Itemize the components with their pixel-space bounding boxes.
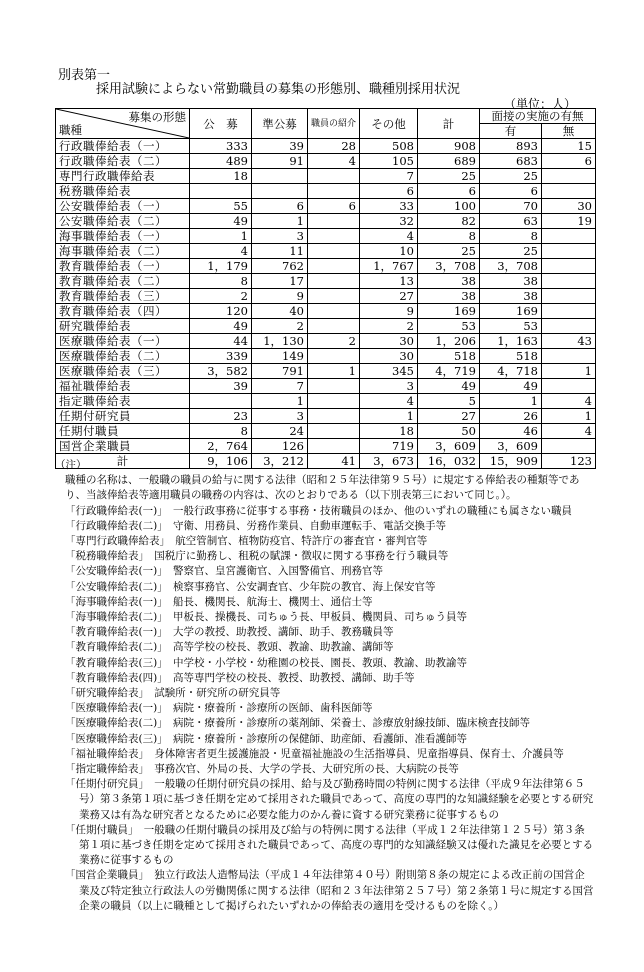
row-value: 149: [252, 349, 308, 364]
table-row: [56, 319, 596, 334]
note-item: 「行政職俸給表(二)」 守衛、用務員、労務作業員、自動車運転手、電話交換手等: [65, 519, 446, 532]
note-item: 「医療職俸給表(二)」 病院・療養所・診療所の薬剤師、栄養士、診療放射線技師、臨床検査技師等: [65, 717, 530, 730]
row-value: 1，163: [480, 334, 542, 349]
row-value: 3: [360, 379, 418, 394]
header-other: その他: [360, 109, 418, 139]
notes-heading: （注）: [55, 459, 87, 471]
notes-intro: 職種の名称は、一般職の職員の給与に関する法律（昭和２５年法律第９５号）に規定する俸給表の種類等であり、当該俸給表等適用職員の職務の内容は、次のとおりである（以下別表第三において同じ。）。: [65, 474, 580, 502]
row-value: 689: [418, 154, 480, 169]
row-category: 行政職俸給表（二）: [56, 154, 190, 169]
row-value: [308, 319, 360, 334]
row-value: 63: [480, 214, 542, 229]
row-value: 2: [360, 319, 418, 334]
row-value: 2: [252, 319, 308, 334]
row-value: [308, 394, 360, 409]
total-value: 15，909: [480, 454, 542, 469]
row-value: 82: [418, 214, 480, 229]
table-row: [56, 274, 596, 289]
row-value: 49: [190, 319, 252, 334]
row-value: [542, 319, 596, 334]
row-value: 4: [360, 229, 418, 244]
row-value: 3，609: [418, 439, 480, 454]
note-item: 「医療職俸給表(一)」 病院・療養所・診療所の医師、歯科医師等: [65, 702, 373, 715]
row-value: 1: [190, 229, 252, 244]
row-value: 8: [418, 229, 480, 244]
row-category: 公安職俸給表（二）: [56, 214, 190, 229]
row-value: 19: [542, 214, 596, 229]
row-category: 指定職俸給表: [56, 394, 190, 409]
row-value: 4: [542, 424, 596, 439]
row-value: 3，708: [480, 259, 542, 274]
row-value: 23: [190, 409, 252, 424]
row-category: 教育職俸給表（二）: [56, 274, 190, 289]
row-value: 55: [190, 199, 252, 214]
row-value: 70: [480, 199, 542, 214]
row-value: 3，609: [480, 439, 542, 454]
row-category: 医療職俸給表（二）: [56, 349, 190, 364]
table-row: [56, 439, 596, 454]
row-value: [308, 379, 360, 394]
row-value: 2: [308, 334, 360, 349]
row-value: [308, 229, 360, 244]
total-value: 16，032: [418, 454, 480, 469]
note-item: 「専門行政職俸給表」 航空管制官、植物防疫官、特許庁の審査官・審判官等: [65, 535, 428, 548]
row-value: 1，130: [252, 334, 308, 349]
row-value: 9: [252, 289, 308, 304]
row-value: 489: [190, 154, 252, 169]
table-row: [56, 349, 596, 364]
row-value: [308, 424, 360, 439]
row-value: [542, 304, 596, 319]
row-value: 2，764: [190, 439, 252, 454]
row-value: 345: [360, 364, 418, 379]
row-value: 1，179: [190, 259, 252, 274]
row-value: [542, 259, 596, 274]
row-value: [308, 409, 360, 424]
row-value: 43: [542, 334, 596, 349]
row-value: 8: [190, 274, 252, 289]
row-value: 1: [542, 364, 596, 379]
table-row: [56, 379, 596, 394]
row-category: 教育職俸給表（四）: [56, 304, 190, 319]
row-value: 4: [190, 244, 252, 259]
row-value: [308, 304, 360, 319]
row-value: [308, 289, 360, 304]
row-value: 1，767: [360, 259, 418, 274]
row-value: 169: [480, 304, 542, 319]
row-value: [308, 169, 360, 184]
row-value: 53: [480, 319, 542, 334]
row-value: 49: [418, 379, 480, 394]
row-value: 32: [360, 214, 418, 229]
row-value: 11: [252, 244, 308, 259]
note-item: 「任期付研究員」 一般職の任期付研究員の採用、給与及び勤務時間の特例に関する法律（平成９年法律第６５号）第３条第１項に基づき任期を定めて採用された職員であって、高度の専門的な知識経験を必要とする研究業務又は有為な研究者となるために必要な能力のかん養に資する研究業務に従事するもの: [65, 778, 594, 821]
row-value: 8: [190, 424, 252, 439]
table-row: [56, 244, 596, 259]
row-category: 研究職俸給表: [56, 319, 190, 334]
row-value: 38: [418, 289, 480, 304]
note-item: 「海事職俸給表(二)」 甲板長、操機長、司ちゅう長、甲板員、機関員、司ちゅう員等: [65, 611, 467, 624]
total-value: 3，212: [252, 454, 308, 469]
recruitment-table: [55, 108, 596, 469]
table-row: [56, 229, 596, 244]
note-item: 「海事職俸給表(一)」 船長、機関長、航海士、機関士、通信士等: [65, 595, 373, 608]
row-value: 91: [252, 154, 308, 169]
row-value: [308, 214, 360, 229]
row-value: 27: [360, 289, 418, 304]
row-value: 4: [360, 394, 418, 409]
row-value: 339: [190, 349, 252, 364]
header-referral: 職員の紹介: [308, 109, 360, 139]
row-category: 海事職俸給表（二）: [56, 244, 190, 259]
row-value: 4，718: [480, 364, 542, 379]
row-value: 1: [542, 409, 596, 424]
header-total: 計: [418, 109, 480, 139]
row-value: 10: [360, 244, 418, 259]
row-value: 518: [480, 349, 542, 364]
row-value: 26: [480, 409, 542, 424]
row-value: 100: [418, 199, 480, 214]
note-item: 「行政職俸給表(一)」 一般行政事務に従事する事務・技術職員のほか、他のいずれの職種にも属さない職員: [65, 504, 572, 517]
row-category: 任期付研究員: [56, 409, 190, 424]
notes-section: [55, 458, 595, 914]
note-item: 「任期付職員」 一般職の任期付職員の採用及び給与の特例に関する法律（平成１２年法律第１２５号）第３条第１項に基づき任期を定めて採用された職員であって、高度の専門的な知識経験又は優れた識見を必要とする業務に従事するもの: [65, 823, 594, 867]
row-value: 791: [252, 364, 308, 379]
document-label: 別表第一: [58, 68, 111, 83]
row-value: [308, 184, 360, 199]
row-category: 教育職俸給表（一）: [56, 259, 190, 274]
row-value: [542, 274, 596, 289]
row-value: 1，206: [418, 334, 480, 349]
row-value: 7: [360, 169, 418, 184]
header-interview-no: 無: [542, 124, 596, 139]
header-corner-cell: [56, 109, 190, 139]
row-value: 13: [360, 274, 418, 289]
row-category: 海事職俸給表（一）: [56, 229, 190, 244]
row-category: 税務職俸給表: [56, 184, 190, 199]
row-value: [542, 184, 596, 199]
row-value: 126: [252, 439, 308, 454]
header-form-label: 募集の形態: [128, 110, 186, 124]
row-value: [190, 184, 252, 199]
row-value: 1: [480, 394, 542, 409]
table-row: [56, 304, 596, 319]
row-value: 38: [480, 289, 542, 304]
row-value: [542, 289, 596, 304]
row-value: [252, 169, 308, 184]
row-value: 5: [418, 394, 480, 409]
row-value: 25: [418, 169, 480, 184]
row-category: 教育職俸給表（三）: [56, 289, 190, 304]
note-item: 「税務職俸給表」 国税庁に勤務し、租税の賦課・徴収に関する事務を行う職員等: [65, 550, 449, 563]
row-category: 公安職俸給表（一）: [56, 199, 190, 214]
row-value: 39: [190, 379, 252, 394]
row-value: 24: [252, 424, 308, 439]
note-item: 「医療職俸給表(三)」 病院・療養所・診療所の保健師、助産師、看護師、准看護師等: [65, 732, 467, 745]
row-value: [190, 394, 252, 409]
row-value: [542, 379, 596, 394]
row-value: 46: [480, 424, 542, 439]
table-row: [56, 424, 596, 439]
table-row: [56, 184, 596, 199]
table-row: [56, 169, 596, 184]
row-value: 17: [252, 274, 308, 289]
row-value: 25: [418, 244, 480, 259]
note-item: 「教育職俸給表(三)」 中学校・小学校・幼稚園の校長、園長、教頭、教諭、助教諭等: [65, 656, 467, 669]
row-value: 908: [418, 139, 480, 154]
row-value: 4: [542, 394, 596, 409]
row-category: 福祉職俸給表: [56, 379, 190, 394]
row-value: 6: [252, 199, 308, 214]
row-value: 25: [480, 169, 542, 184]
row-category: 医療職俸給表（一）: [56, 334, 190, 349]
row-value: 30: [360, 334, 418, 349]
row-value: 49: [190, 214, 252, 229]
row-value: 105: [360, 154, 418, 169]
page-title: 採用試験によらない常勤職員の募集の形態別、職種別採用状況: [96, 82, 461, 97]
row-value: 38: [480, 274, 542, 289]
row-value: 30: [360, 349, 418, 364]
row-value: 30: [542, 199, 596, 214]
row-value: [308, 244, 360, 259]
row-value: [308, 439, 360, 454]
row-category: 国営企業職員: [56, 439, 190, 454]
row-value: 1: [308, 364, 360, 379]
row-value: 9: [360, 304, 418, 319]
row-value: [252, 184, 308, 199]
row-value: 39: [252, 139, 308, 154]
row-value: 53: [418, 319, 480, 334]
table-row: [56, 199, 596, 214]
row-value: 25: [480, 244, 542, 259]
row-value: 6: [418, 184, 480, 199]
header-semi-public: 準公募: [252, 109, 308, 139]
row-value: [308, 349, 360, 364]
row-value: 120: [190, 304, 252, 319]
row-value: 2: [190, 289, 252, 304]
note-item: 「指定職俸給表」 事務次官、外局の長、大学の学長、大研究所の長、大病院の長等: [65, 763, 459, 776]
total-value: 41: [308, 454, 360, 469]
row-value: 4: [308, 154, 360, 169]
row-value: 15: [542, 139, 596, 154]
row-category: 医療職俸給表（三）: [56, 364, 190, 379]
row-value: 1: [252, 394, 308, 409]
row-value: 40: [252, 304, 308, 319]
row-value: 3: [252, 229, 308, 244]
note-item: 「教育職俸給表(四)」 高等専門学校の校長、教授、助教授、講師、助手等: [65, 671, 415, 684]
row-value: 1: [360, 409, 418, 424]
note-item: 「国営企業職員」 独立行政法人造幣局法（平成１４年法律第４０号）附則第８条の規定による改正前の国営企業及び特定独立行政法人の労働関係に関する法律（昭和２３年法律第２５７号）第２条第１号に規定する国営企業の職員（以上に職種として掲げられたいずれかの俸給表の適用を受けるものを除く。）: [65, 869, 594, 912]
row-value: [542, 229, 596, 244]
row-value: [542, 349, 596, 364]
row-value: 27: [418, 409, 480, 424]
row-value: 3: [252, 409, 308, 424]
total-value: 3，673: [360, 454, 418, 469]
row-value: [542, 439, 596, 454]
note-item: 「教育職俸給表(一)」 大学の教授、助教授、講師、助手、教務職員等: [65, 626, 394, 639]
row-value: 333: [190, 139, 252, 154]
row-value: 169: [418, 304, 480, 319]
row-value: 49: [480, 379, 542, 394]
row-value: 18: [190, 169, 252, 184]
table-row: [56, 154, 596, 169]
row-value: 518: [418, 349, 480, 364]
total-value: 9，106: [190, 454, 252, 469]
note-item: 「研究職俸給表」 試験所・研究所の研究員等: [65, 687, 281, 700]
table-row: [56, 259, 596, 274]
row-value: [542, 169, 596, 184]
row-value: 3，708: [418, 259, 480, 274]
header-category-label: 職種: [59, 123, 82, 137]
row-category: 専門行政職俸給表: [56, 169, 190, 184]
note-item: 「教育職俸給表(二)」 高等学校の校長、教頭、教諭、助教諭、講師等: [65, 641, 394, 654]
row-value: 893: [480, 139, 542, 154]
row-value: 6: [308, 199, 360, 214]
row-value: 6: [480, 184, 542, 199]
header-interview: 面接の実施の有無: [480, 109, 596, 124]
total-value: 123: [542, 454, 596, 469]
notes-list: [55, 504, 595, 914]
row-value: 1: [252, 214, 308, 229]
row-value: 8: [480, 229, 542, 244]
table-row: [56, 139, 596, 154]
note-item: 「福祉職俸給表」 身体障害者更生援護施設・児童福祉施設の生活指導員、児童指導員、保育士、介護員等: [65, 747, 564, 760]
total-label: 計: [56, 454, 190, 469]
row-value: 28: [308, 139, 360, 154]
row-value: 4，719: [418, 364, 480, 379]
row-category: 任期付職員: [56, 424, 190, 439]
row-value: 18: [360, 424, 418, 439]
row-category: 行政職俸給表（一）: [56, 139, 190, 154]
row-value: [308, 274, 360, 289]
header-interview-yes: 有: [480, 124, 542, 139]
header-public: 公 募: [190, 109, 252, 139]
row-value: 6: [360, 184, 418, 199]
table-row: [56, 364, 596, 379]
unit-label: （単位：人）: [503, 97, 576, 111]
row-value: 683: [480, 154, 542, 169]
row-value: 50: [418, 424, 480, 439]
row-value: 38: [418, 274, 480, 289]
note-item: 「公安職俸給表(一)」 警察官、皇宮護衛官、入国警備官、刑務官等: [65, 565, 383, 578]
row-value: [308, 259, 360, 274]
row-value: 508: [360, 139, 418, 154]
table-row: [56, 409, 596, 424]
row-value: [542, 244, 596, 259]
row-value: 44: [190, 334, 252, 349]
row-value: 3，582: [190, 364, 252, 379]
table-row: [56, 334, 596, 349]
table-row: [56, 394, 596, 409]
table-row: [56, 289, 596, 304]
table-row: [56, 214, 596, 229]
row-value: 762: [252, 259, 308, 274]
note-item: 「公安職俸給表(二)」 検察事務官、公安調査官、少年院の教官、海上保安官等: [65, 580, 436, 593]
row-value: 6: [542, 154, 596, 169]
row-value: 7: [252, 379, 308, 394]
row-value: 719: [360, 439, 418, 454]
row-value: 33: [360, 199, 418, 214]
